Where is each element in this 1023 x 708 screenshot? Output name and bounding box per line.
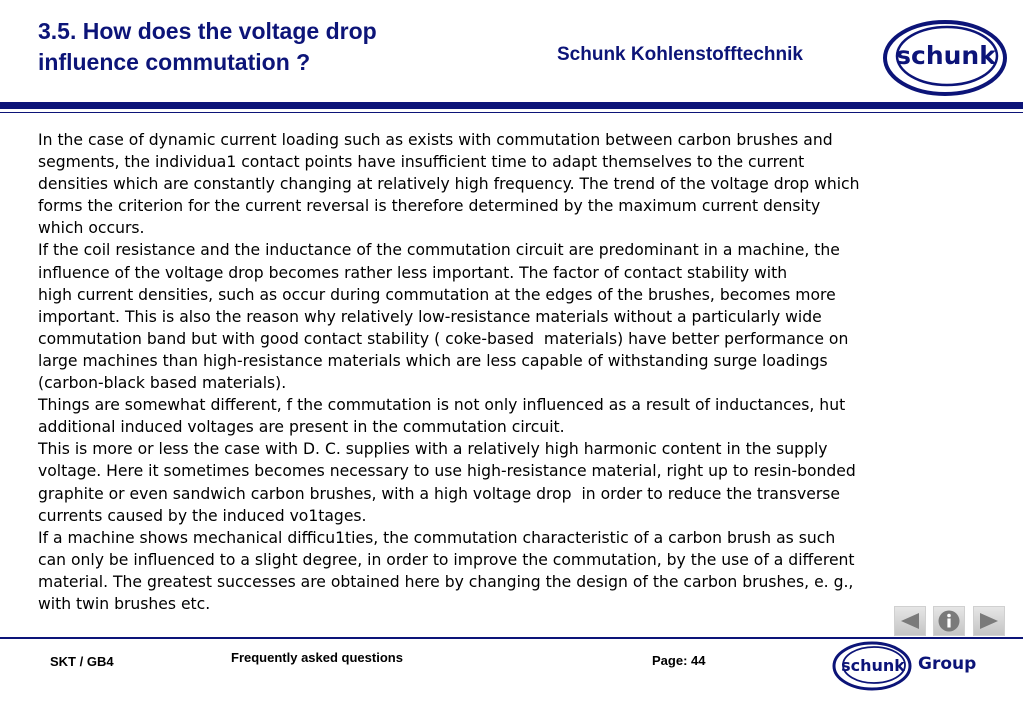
- logo-text: schunk: [896, 41, 996, 70]
- footer-department: SKT / GB4: [50, 654, 114, 669]
- schunk-group-logo: [832, 641, 916, 691]
- previous-slide-button[interactable]: [894, 606, 926, 636]
- body-line: can only be influenced to a slight degree, in order to improve the commutation, by the use of a different: [38, 550, 855, 569]
- body-line: commutation band but with good contact stability ( coke-based materials) have better performance on: [38, 329, 849, 348]
- body-line: graphite or even sandwich carbon brushes, with a high voltage drop in order to reduce the transverse: [38, 484, 840, 503]
- group-label: Group: [918, 654, 977, 674]
- body-line: densities which are constantly changing at relatively high frequency. The trend of the voltage drop which: [38, 175, 860, 194]
- body-line: voltage. Here it sometimes becomes necessary to use high-resistance material, right up to resin-bonded: [38, 462, 856, 481]
- body-line: high current densities, such as occur during commutation at the edges of the brushes, becomes more: [38, 285, 836, 304]
- info-button[interactable]: [933, 606, 965, 636]
- header-divider: [0, 102, 1023, 109]
- body-line: Things are somewhat different, f the commutation is not only influenced as a result of inductances, hut: [38, 396, 846, 415]
- body-line: large machines than high-resistance materials which are less capable of withstanding surge loadings: [38, 351, 828, 370]
- body-line: (carbon-black based materials).: [38, 374, 287, 393]
- page-number: Page: 44: [652, 653, 706, 668]
- body-line: segments, the individua1 contact points have insufficient time to adapt themselves to the current: [38, 153, 805, 172]
- info-icon: [937, 609, 961, 633]
- body-line: material. The greatest successes are obtained here by changing the design of the carbon brushes, e. g.,: [38, 572, 854, 591]
- triangle-right-icon: [978, 612, 1000, 630]
- body-line: If the coil resistance and the inductance of the commutation circuit are predominant in a machine, the: [38, 241, 840, 260]
- body-text: [38, 129, 998, 615]
- company-name: Schunk Kohlenstofftechnik: [557, 44, 803, 65]
- body-line: which occurs.: [38, 219, 145, 238]
- title-line-2: influence commutation ?: [38, 49, 311, 75]
- triangle-left-icon: [899, 612, 921, 630]
- footer-logo-text: schunk: [841, 656, 905, 675]
- body-line: additional induced voltages are present in the commutation circuit.: [38, 418, 565, 437]
- footer-section-title: Frequently asked questions: [231, 650, 403, 665]
- page-title: [38, 16, 458, 78]
- title-line-1: 3.5. How does the voltage drop: [38, 18, 377, 44]
- body-line: This is more or less the case with D. C. supplies with a relatively high harmonic content in the supply: [38, 440, 828, 459]
- body-line: forms the criterion for the current reversal is therefore determined by the maximum current density: [38, 197, 821, 216]
- body-line: If a machine shows mechanical difficu1ties, the commutation characteristic of a carbon brush as such: [38, 528, 836, 547]
- footer-divider: [0, 637, 1023, 639]
- body-line: influence of the voltage drop becomes rather less important. The factor of contact stability with: [38, 263, 788, 282]
- body-line: currents caused by the induced vo1tages.: [38, 506, 367, 525]
- header-divider-thin: [0, 112, 1023, 113]
- schunk-logo: [882, 18, 1008, 96]
- next-slide-button[interactable]: [973, 606, 1005, 636]
- body-line: with twin brushes etc.: [38, 594, 211, 613]
- body-line: In the case of dynamic current loading such as exists with commutation between carbon brushes and: [38, 131, 833, 149]
- body-line: important. This is also the reason why relatively low-resistance materials without a particularly wide: [38, 307, 822, 326]
